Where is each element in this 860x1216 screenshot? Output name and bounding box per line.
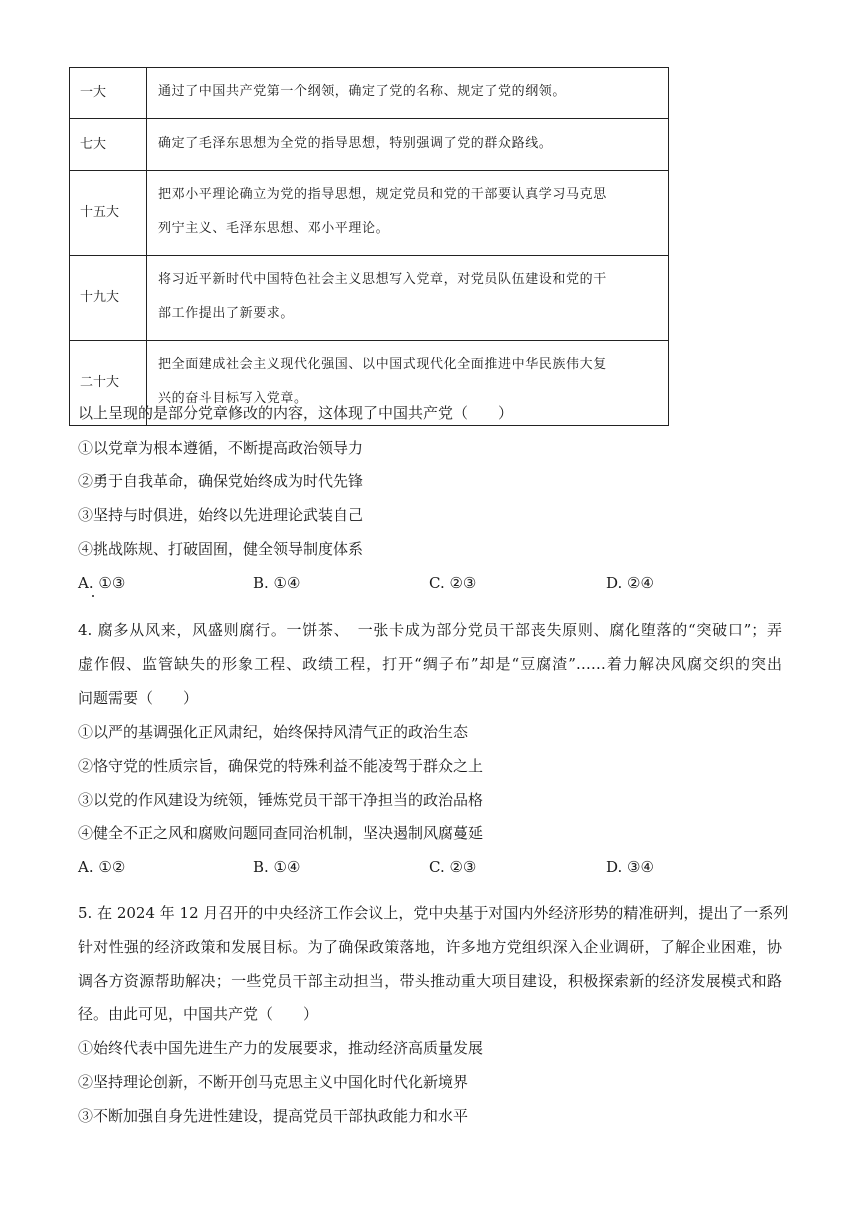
congress-label: 十五大 bbox=[70, 171, 147, 256]
congress-label: 七大 bbox=[70, 119, 147, 171]
q3-option-c[interactable]: C. ②③ bbox=[429, 574, 477, 592]
q5-statement-3: ③不断加强自身先进性建设，提高党员干部执政能力和水平 bbox=[78, 1107, 469, 1125]
amendment-text: 通过了中国共产党第一个纲领，确定了党的名称、规定了党的纲领。 bbox=[147, 68, 669, 119]
q4-statement-1: ①以严的基调强化正风肃纪，始终保持风清气正的政治生态 bbox=[78, 723, 469, 741]
q4-stem-line-1: 4. 腐多从风来，风盛则腐行。一饼茶、 一张卡成为部分党员干部丧失原则、腐化堕落的“突破口”；弄 bbox=[78, 621, 782, 639]
table-row bbox=[70, 171, 669, 256]
amendment-text: 将习近平新时代中国特色社会主义思想写入党章，对党员队伍建设和党的干 部工作提出了新要求。 bbox=[147, 256, 669, 341]
q4-option-d[interactable]: D. ③④ bbox=[606, 858, 654, 876]
q3-option-a[interactable]: A. ①③ bbox=[78, 574, 126, 592]
q3-stem: 以上呈现的是部分党章修改的内容，这体现了中国共产党（ ） bbox=[78, 404, 514, 422]
table-row bbox=[70, 119, 669, 171]
q4-option-b[interactable]: B. ①④ bbox=[253, 858, 301, 876]
q5-stem-line-3: 调各方资源帮助解决；一些党员干部主动担当，带头推动重大项目建设，积极探索新的经济发展模式和路 bbox=[78, 972, 782, 990]
q4-stem-line-3: 问题需要（ ） bbox=[78, 689, 199, 707]
party-constitution-table bbox=[69, 67, 669, 426]
congress-label: 二十大 bbox=[70, 341, 147, 426]
table-row bbox=[70, 68, 669, 119]
q4-statement-4: ④健全不正之风和腐败问题同查同治机制，坚决遏制风腐蔓延 bbox=[78, 824, 484, 842]
amendment-text: 确定了毛泽东思想为全党的指导思想，特别强调了党的群众路线。 bbox=[147, 119, 669, 171]
q3-option-d[interactable]: D. ②④ bbox=[606, 574, 654, 592]
amendment-text: 把邓小平理论确立为党的指导思想，规定党员和党的干部要认真学习马克思 列宁主义、毛泽东思想、邓小平理论。 bbox=[147, 171, 669, 256]
q3-statement-3: ③坚持与时俱进，始终以先进理论武装自己 bbox=[78, 506, 364, 524]
table-row bbox=[70, 256, 669, 341]
q5-statement-2: ②坚持理论创新，不断开创马克思主义中国化时代化新境界 bbox=[78, 1073, 469, 1091]
q5-stem-line-4: 径。由此可见，中国共产党（ ） bbox=[78, 1005, 319, 1023]
q3-statement-2: ②勇于自我革命，确保党始终成为时代先锋 bbox=[78, 472, 364, 490]
congress-label: 十九大 bbox=[70, 256, 147, 341]
congress-label: 一大 bbox=[70, 68, 147, 119]
q4-statement-2: ②恪守党的性质宗旨，确保党的特殊利益不能凌驾于群众之上 bbox=[78, 757, 484, 775]
q4-stem-line-2: 虚作假、监管缺失的形象工程、政绩工程，打开“绸子布”却是“豆腐渣”……着力解决风腐交织的突出 bbox=[78, 655, 782, 673]
q5-stem-line-2: 针对性强的经济政策和发展目标。为了确保政策落地，许多地方党组织深入企业调研，了解企业困难，协 bbox=[78, 938, 782, 956]
q3-statement-1: ①以党章为根本遵循，不断提高政治领导力 bbox=[78, 439, 364, 457]
q4-option-c[interactable]: C. ②③ bbox=[429, 858, 477, 876]
q5-statement-1: ①始终代表中国先进生产力的发展要求，推动经济高质量发展 bbox=[78, 1039, 484, 1057]
q4-statement-3: ③以党的作风建设为统领，锤炼党员干部干净担当的政治品格 bbox=[78, 791, 484, 809]
emphasis-dot bbox=[92, 595, 94, 597]
q3-statement-4: ④挑战陈规、打破固囿，健全领导制度体系 bbox=[78, 540, 364, 558]
q3-option-b[interactable]: B. ①④ bbox=[253, 574, 301, 592]
q4-option-a[interactable]: A. ①② bbox=[78, 858, 126, 876]
amendment-text: 把全面建成社会主义现代化强国、以中国式现代化全面推进中华民族伟大复 兴的奋斗目标写入党章。 bbox=[147, 341, 669, 426]
q5-stem-line-1: 5. 在 2024 年 12 月召开的中央经济工作会议上，党中央基于对国内外经济形势的精准研判，提出了一系列 bbox=[78, 904, 789, 922]
